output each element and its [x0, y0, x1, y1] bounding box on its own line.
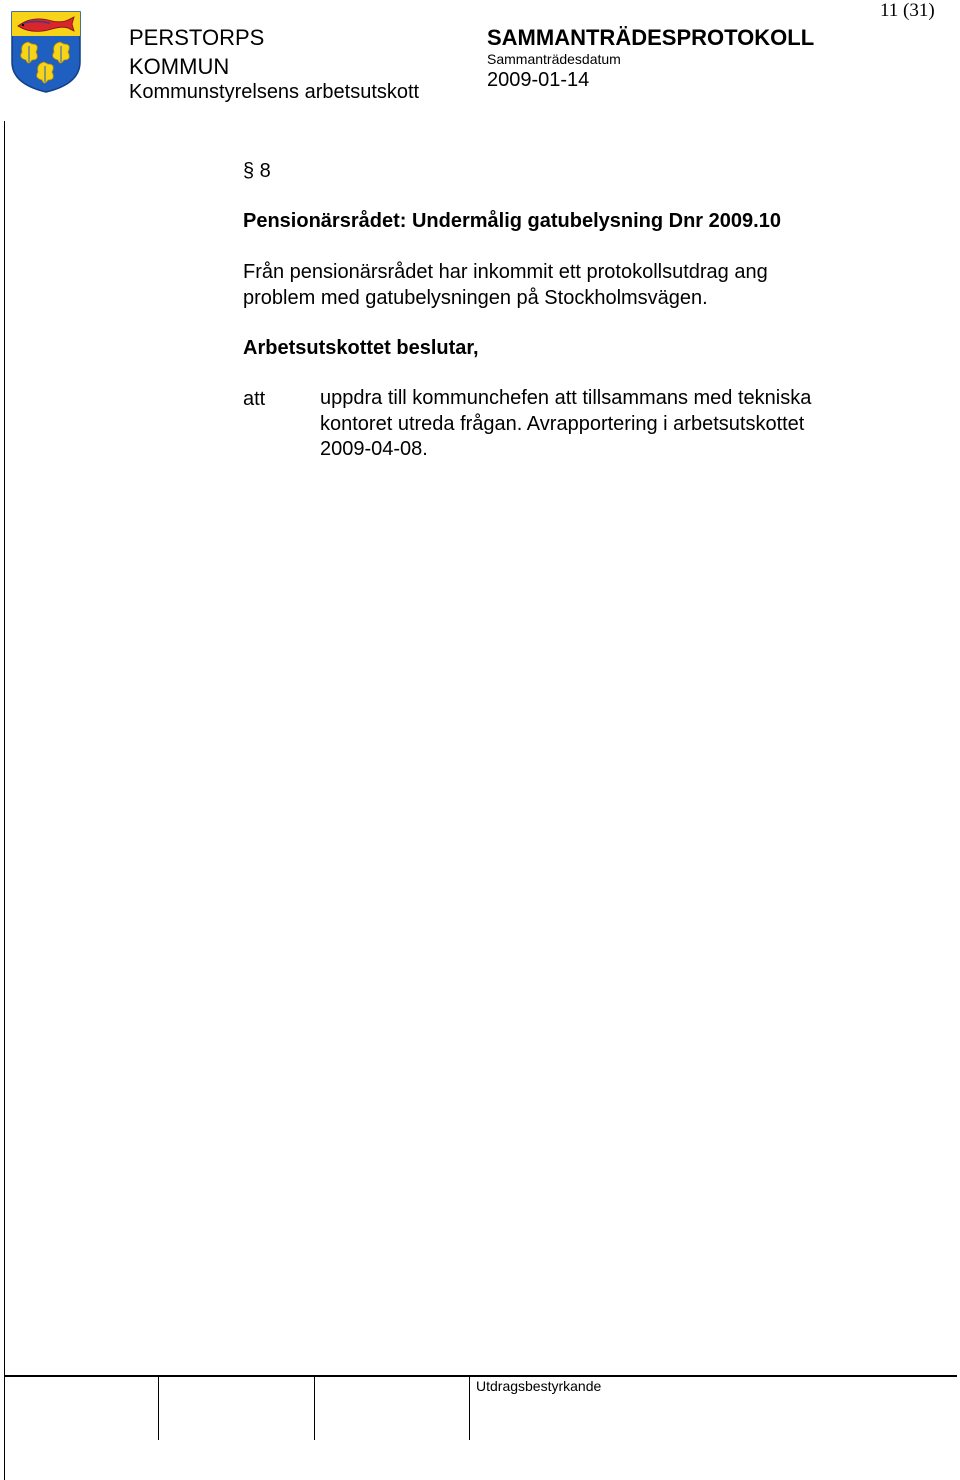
signature-box-divider — [469, 1377, 470, 1440]
meeting-date-label: Sammanträdesdatum — [487, 51, 621, 67]
decision-text — [320, 386, 811, 463]
organization-name: PERSTORPS — [129, 25, 265, 50]
meeting-date: 2009-01-14 — [487, 69, 590, 91]
paragraph-line: Från pensionärsrådet har inkommit ett protokollsutdrag ang — [243, 261, 768, 283]
committee-name: Kommunstyrelsens arbetsutskott — [129, 81, 420, 103]
page-number: 11 (31) — [880, 0, 935, 21]
left-margin-rule — [4, 121, 5, 1480]
signature-box-divider — [314, 1377, 315, 1440]
coat-of-arms-logo — [10, 10, 82, 94]
section-paragraph — [243, 259, 768, 311]
signature-box-divider — [158, 1377, 159, 1440]
paragraph-line: problem med gatubelysningen på Stockholmsvägen. — [243, 287, 708, 309]
organization-type: KOMMUN — [129, 54, 230, 79]
decision-line: 2009-04-08. — [320, 438, 428, 460]
section-number: § 8 — [243, 160, 271, 182]
decision-line: kontoret utreda frågan. Avrapportering i arbetsutskottet — [320, 412, 805, 435]
decision-label: att — [243, 388, 266, 410]
certification-label: Utdragsbestyrkande — [476, 1378, 602, 1394]
decision-intro: Arbetsutskottet beslutar, — [243, 337, 479, 359]
document-title: SAMMANTRÄDESPROTOKOLL — [487, 25, 815, 50]
decision-line: uppdra till kommunchefen att tillsammans med tekniska — [320, 387, 812, 409]
section-heading: Pensionärsrådet: Undermålig gatubelysning Dnr 2009.10 — [243, 210, 781, 232]
